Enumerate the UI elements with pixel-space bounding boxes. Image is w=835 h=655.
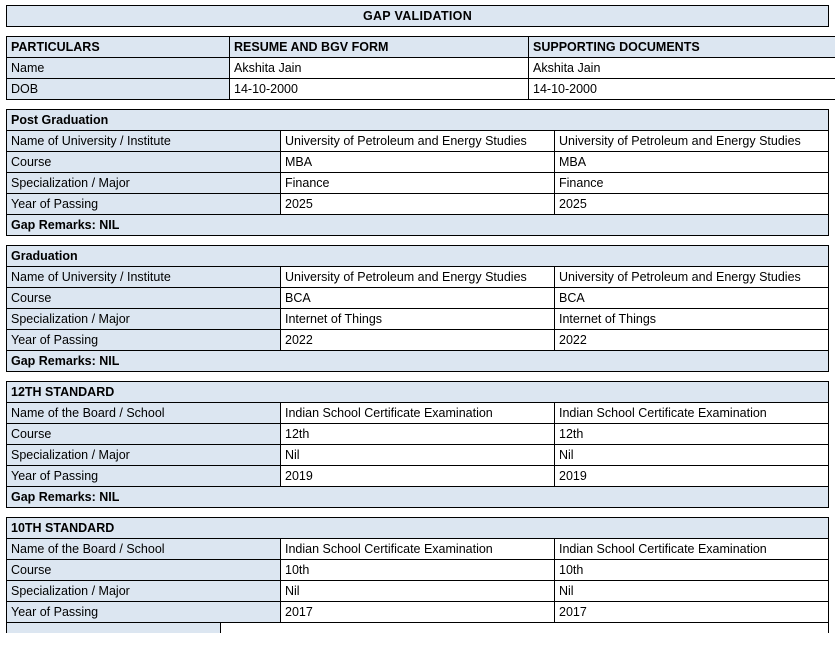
table-row bbox=[7, 173, 829, 194]
table-row bbox=[7, 58, 835, 79]
table-bottom-continuation-cell bbox=[7, 623, 221, 633]
section-remarks-row bbox=[7, 351, 829, 372]
row-resume-value: 14-10-2000 bbox=[230, 79, 529, 100]
row-resume-value: Akshita Jain bbox=[230, 58, 529, 79]
row-resume-value: Nil bbox=[281, 581, 555, 602]
row-resume-value: Nil bbox=[281, 445, 555, 466]
section-heading-row bbox=[7, 518, 829, 539]
row-label: Course bbox=[7, 424, 281, 445]
row-label: Course bbox=[7, 288, 281, 309]
row-label: Name of the Board / School bbox=[7, 539, 281, 560]
row-supporting-value: BCA bbox=[555, 288, 829, 309]
table-row bbox=[7, 466, 829, 487]
row-supporting-value: Nil bbox=[555, 581, 829, 602]
row-supporting-value: 2022 bbox=[555, 330, 829, 351]
row-resume-value: 12th bbox=[281, 424, 555, 445]
section-heading: 12TH STANDARD bbox=[7, 382, 829, 403]
table-row bbox=[7, 309, 829, 330]
table-row bbox=[7, 403, 829, 424]
row-resume-value: Internet of Things bbox=[281, 309, 555, 330]
header-resume: RESUME AND BGV FORM bbox=[230, 37, 529, 58]
title-table bbox=[6, 5, 829, 27]
section-graduation bbox=[6, 245, 829, 372]
row-resume-value: University of Petroleum and Energy Studies bbox=[281, 267, 555, 288]
gap-remarks: Gap Remarks: NIL bbox=[7, 351, 829, 372]
row-label: Specialization / Major bbox=[7, 581, 281, 602]
row-resume-value: Finance bbox=[281, 173, 555, 194]
row-resume-value: Indian School Certificate Examination bbox=[281, 539, 555, 560]
section-heading: 10TH STANDARD bbox=[7, 518, 829, 539]
section-remarks-row bbox=[7, 487, 829, 508]
section-heading: Graduation bbox=[7, 246, 829, 267]
row-resume-value: Indian School Certificate Examination bbox=[281, 403, 555, 424]
section-heading-row bbox=[7, 382, 829, 403]
table-row bbox=[7, 131, 829, 152]
section-heading-row bbox=[7, 246, 829, 267]
identity-table bbox=[6, 36, 835, 100]
row-supporting-value: 14-10-2000 bbox=[529, 79, 835, 100]
table-row bbox=[7, 152, 829, 173]
table-row bbox=[7, 445, 829, 466]
row-resume-value: 2025 bbox=[281, 194, 555, 215]
row-supporting-value: University of Petroleum and Energy Studies bbox=[555, 131, 829, 152]
row-label: Name bbox=[7, 58, 230, 79]
row-supporting-value: Nil bbox=[555, 445, 829, 466]
table-row bbox=[7, 602, 829, 623]
table-row bbox=[7, 424, 829, 445]
row-resume-value: 2022 bbox=[281, 330, 555, 351]
gap-remarks: Gap Remarks: NIL bbox=[7, 487, 829, 508]
column-header-row bbox=[7, 37, 835, 58]
row-label: Course bbox=[7, 152, 281, 173]
section-12th-standard bbox=[6, 381, 829, 508]
row-supporting-value: Indian School Certificate Examination bbox=[555, 403, 829, 424]
row-label: Specialization / Major bbox=[7, 445, 281, 466]
document-title: GAP VALIDATION bbox=[7, 6, 829, 27]
table-row bbox=[7, 560, 829, 581]
row-label: Name of University / Institute bbox=[7, 131, 281, 152]
header-supporting: SUPPORTING DOCUMENTS bbox=[529, 37, 835, 58]
row-supporting-value: University of Petroleum and Energy Studies bbox=[555, 267, 829, 288]
spacer bbox=[6, 100, 829, 109]
gap-remarks: Gap Remarks: NIL bbox=[7, 215, 829, 236]
row-supporting-value: Finance bbox=[555, 173, 829, 194]
row-resume-value: 2017 bbox=[281, 602, 555, 623]
table-row bbox=[7, 539, 829, 560]
row-label: Specialization / Major bbox=[7, 309, 281, 330]
row-label: Name of University / Institute bbox=[7, 267, 281, 288]
row-label: Year of Passing bbox=[7, 466, 281, 487]
row-resume-value: 10th bbox=[281, 560, 555, 581]
row-resume-value: BCA bbox=[281, 288, 555, 309]
title-row bbox=[7, 6, 829, 27]
section-remarks-row bbox=[7, 215, 829, 236]
row-supporting-value: 2017 bbox=[555, 602, 829, 623]
spacer bbox=[6, 27, 829, 36]
spacer bbox=[6, 236, 829, 245]
table-row bbox=[7, 79, 835, 100]
row-label: Course bbox=[7, 560, 281, 581]
row-supporting-value: Indian School Certificate Examination bbox=[555, 539, 829, 560]
row-supporting-value: Akshita Jain bbox=[529, 58, 835, 79]
section-10th-standard bbox=[6, 517, 829, 623]
section-heading-row bbox=[7, 110, 829, 131]
spacer bbox=[6, 372, 829, 381]
table-row bbox=[7, 194, 829, 215]
table-row bbox=[7, 581, 829, 602]
row-resume-value: University of Petroleum and Energy Studies bbox=[281, 131, 555, 152]
row-label: Year of Passing bbox=[7, 602, 281, 623]
row-label: DOB bbox=[7, 79, 230, 100]
table-row bbox=[7, 288, 829, 309]
row-label: Specialization / Major bbox=[7, 173, 281, 194]
table-row bbox=[7, 267, 829, 288]
row-supporting-value: 10th bbox=[555, 560, 829, 581]
row-label: Name of the Board / School bbox=[7, 403, 281, 424]
table-row bbox=[7, 330, 829, 351]
row-label: Year of Passing bbox=[7, 330, 281, 351]
row-resume-value: MBA bbox=[281, 152, 555, 173]
section-post-graduation bbox=[6, 109, 829, 236]
row-supporting-value: MBA bbox=[555, 152, 829, 173]
table-bottom-continuation bbox=[6, 623, 829, 633]
spacer bbox=[6, 508, 829, 517]
row-supporting-value: 12th bbox=[555, 424, 829, 445]
header-particulars: PARTICULARS bbox=[7, 37, 230, 58]
row-label: Year of Passing bbox=[7, 194, 281, 215]
row-supporting-value: 2019 bbox=[555, 466, 829, 487]
row-resume-value: 2019 bbox=[281, 466, 555, 487]
section-heading: Post Graduation bbox=[7, 110, 829, 131]
row-supporting-value: 2025 bbox=[555, 194, 829, 215]
row-supporting-value: Internet of Things bbox=[555, 309, 829, 330]
